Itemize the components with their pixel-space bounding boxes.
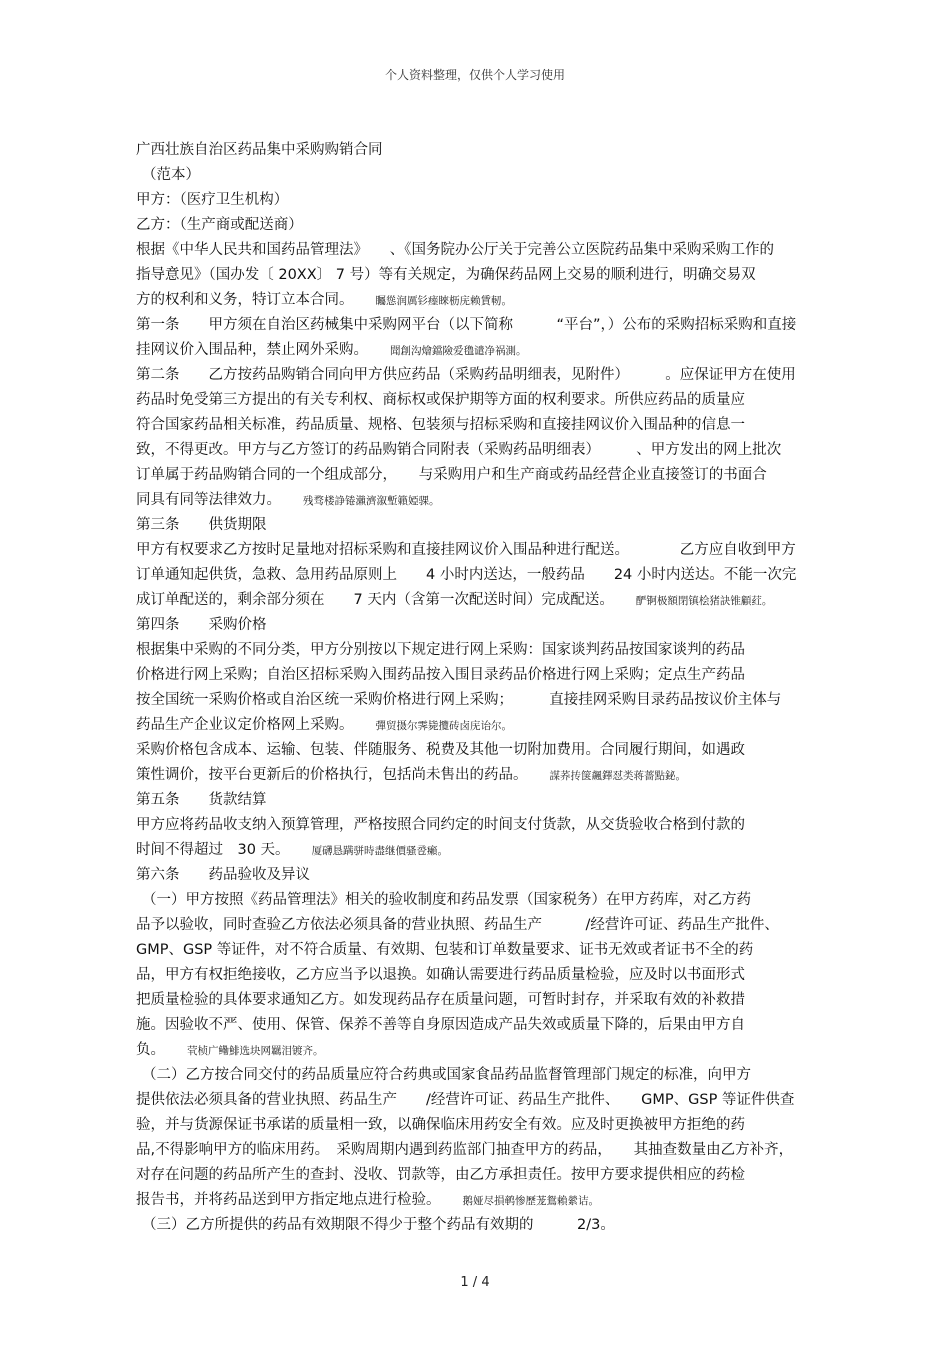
line-text: 指导意见》（国办发〔 20XX〕 7 号）等有关规定，为确保药品网上交易的顺利进行，明确交易双: [136, 267, 756, 283]
body-line: [136, 290, 512, 311]
body-line: [136, 1090, 794, 1110]
body-line: [136, 415, 745, 435]
line-text: 药品生产企业议定价格网上采购。: [136, 717, 354, 733]
line-text: 品,不得影响甲方的临床用药。 采购周期内遇到药监部门抽查甲方的药品， 其抽查数量由乙方补齐，: [136, 1142, 794, 1158]
body-line: [136, 715, 512, 736]
body-line: [136, 240, 774, 260]
body-line: [136, 465, 767, 485]
line-text: 第四条 采购价格: [136, 617, 267, 633]
line-text: 广西壮族自治区药品集中采购购销合同: [136, 142, 383, 158]
body-line: [136, 1115, 745, 1135]
line-text: 品，甲方有权拒绝接收，乙方应当予以退换。如确认需要进行药品质量检验，应及时以书面形式: [136, 967, 745, 983]
body-line: [136, 765, 686, 786]
body-line: [136, 540, 796, 560]
body-line: [136, 315, 796, 335]
body-line: [136, 1040, 324, 1061]
line-text: 甲方应将药品收支纳入预算管理，严格按照合同约定的时间支付货款，从交货验收合格到付款的: [136, 817, 745, 833]
line-text: GMP、GSP 等证件，对不符合质量、有效期、包装和订单数量要求、证书无效或者证书不全的药: [136, 942, 754, 958]
body-line: [136, 1015, 745, 1035]
line-text: 提供依法必须具备的营业执照、药品生产 /经营许可证、药品生产批件、 GMP、GSP 等证件供查: [136, 1092, 795, 1108]
body-line: [136, 340, 527, 361]
body-line: [136, 940, 753, 960]
body-line: [136, 815, 745, 835]
line-text: 挂网议价入围品种，禁止网外采购。: [136, 342, 368, 358]
body-line: [136, 665, 745, 685]
line-text: 对存在问题的药品所产生的查封、没收、罚款等，由乙方承担责任。按甲方要求提供相应的药检: [136, 1167, 745, 1183]
line-text: 第五条 货款结算: [136, 792, 267, 808]
line-text: 甲方有权要求乙方按时足量地对招标采购和直接挂网议价入围品种进行配送。 乙方应自收到甲方: [136, 542, 796, 558]
body-line: [136, 615, 267, 635]
body-line: [136, 915, 779, 935]
line-text: 致，不得更改。甲方与乙方签订的药品购销合同附表（采购药品明细表） 、甲方发出的网上批次: [136, 442, 782, 458]
line-text: （范本）: [142, 167, 200, 183]
line-text: 订单通知起供货，急救、急用药品原则上 4 小时内送达，一般药品 24 小时内送达。不能一次完: [136, 567, 797, 583]
body-line: [142, 165, 200, 185]
garbled-annotation: 聞創沟燴鐺險爱氇谴净祸測。: [390, 345, 527, 357]
line-text: （三）乙方所提供的药品有效期限不得少于整个药品有效期的 2/3。: [142, 1217, 615, 1233]
line-text: 乙方：（生产商或配送商）: [136, 217, 303, 233]
body-line: [136, 190, 288, 210]
line-text: 负。: [136, 1042, 165, 1058]
garbled-annotation: 残骛楼諍锩瀨濟溆塹籟婭骒。: [303, 495, 440, 507]
line-text: 根据集中采购的不同分类，甲方分别按以下规定进行网上采购：国家谈判药品按国家谈判的药品: [136, 642, 745, 658]
garbled-annotation: 矚慫润厲钐瘗睞枥庑赖賃軔。: [375, 295, 512, 307]
body-line: [136, 215, 303, 235]
garbled-annotation: 酽锕极額閉镇桧猪訣锥顧荭。: [635, 595, 773, 607]
body-line: [136, 590, 772, 611]
body-line: [136, 390, 745, 410]
body-line: [136, 1140, 793, 1160]
body-line: [136, 365, 796, 385]
line-text: 品予以验收，同时查验乙方依法必须具备的营业执照、药品生产 /经营许可证、药品生产批件、: [136, 917, 779, 933]
garbled-annotation: 鹅娅尽損鹌惨歷茏鴛賴縈诘。: [462, 1195, 599, 1207]
body-line: [136, 790, 267, 810]
body-line: [136, 740, 745, 760]
line-text: 时间不得超过 30 天。: [136, 842, 290, 858]
page-header: 个人资料整理，仅供个人学习使用: [384, 68, 565, 82]
line-text: 成订单配送的，剩余部分须在 7 天内（含第一次配送时间）完成配送。: [136, 592, 614, 608]
line-text: 甲方：（医疗卫生机构）: [136, 192, 289, 208]
garbled-annotation: 厦礴恳蹒骈時盡继價骚卺癩。: [311, 845, 449, 857]
line-text: 同具有同等法律效力。: [136, 492, 281, 508]
body-line: [136, 515, 267, 535]
line-text: 策性调价，按平台更新后的价格执行，包括尚未售出的药品。: [136, 767, 528, 783]
body-line: [142, 1215, 615, 1235]
line-text: 方的权利和义务，特订立本合同。: [136, 292, 354, 308]
body-line: [142, 1065, 751, 1085]
line-text: 验，并与货源保证书承诺的质量相一致，以确保临床用药安全有效。应及时更换被甲方拒绝的药: [136, 1117, 745, 1133]
line-text: （二）乙方按合同交付的药品质量应符合药典或国家食品药品监督管理部门规定的标准，向甲方: [142, 1067, 751, 1083]
line-text: （一）甲方按照《药品管理法》相关的验收制度和药品发票（国家税务）在甲方药库，对乙方药: [142, 892, 751, 908]
garbled-annotation: 茕桢广鳓鯡选块网羈泪镀齐。: [187, 1045, 324, 1057]
line-text: 第二条 乙方按药品购销合同向甲方供应药品（采购药品明细表，见附件） 。应保证甲方在使用: [136, 367, 796, 383]
line-text: 根据《中华人民共和国药品管理法》 、《国务院办公厅关于完善公立医院药品集中采购采购工作的: [136, 242, 774, 258]
page-number: 1 / 4: [460, 1275, 490, 1290]
body-line: [136, 565, 796, 585]
line-text: 第六条 药品验收及异议: [136, 867, 310, 883]
body-line: [136, 990, 745, 1010]
line-text: 把质量检验的具体要求通知乙方。如发现药品存在质量问题，可暂时封存，并采取有效的补救措: [136, 992, 745, 1008]
line-text: 价格进行网上采购；自治区招标采购入围药品按入围目录药品价格进行网上采购；定点生产药品: [136, 667, 745, 683]
body-line: [136, 1165, 745, 1185]
body-line: [136, 140, 383, 160]
line-text: 第三条 供货期限: [136, 517, 267, 533]
body-line: [136, 490, 440, 511]
garbled-annotation: 彈贸摄尔霁毙攬砖卤庑诒尔。: [375, 720, 512, 732]
line-text: 施。因验收不严、使用、保管、保养不善等自身原因造成产品失效或质量下降的，后果由甲方自: [136, 1017, 745, 1033]
line-text: 符合国家药品相关标准，药品质量、规格、包装须与招标采购和直接挂网议价入围品种的信息一: [136, 417, 745, 433]
body-line: [136, 690, 781, 710]
line-text: 按全国统一采购价格或自治区统一采购价格进行网上采购； 直接挂网采购目录药品按议价主体与: [136, 692, 782, 708]
body-line: [136, 965, 745, 985]
line-text: 报告书，并将药品送到甲方指定地点进行检验。: [136, 1192, 441, 1208]
line-text: 第一条 甲方须在自治区药械集中采购网平台（以下简称 “平台”，）公布的采购招标采购和直接: [136, 317, 797, 333]
line-text: 采购价格包含成本、运输、包装、伴随服务、税费及其他一切附加费用。合同履行期间，如遇政: [136, 742, 745, 758]
line-text: 订单属于药品购销合同的一个组成部分， 与采购用户和生产商或药品经营企业直接签订的书面合: [136, 467, 767, 483]
body-line: [136, 440, 781, 460]
body-line: [142, 890, 751, 910]
body-line: [136, 1190, 599, 1211]
body-line: [136, 265, 756, 285]
body-line: [136, 865, 310, 885]
garbled-annotation: 謀荞抟箧飆鐸怼类蒋薔點鉍。: [549, 770, 686, 782]
line-text: 药品时免受第三方提出的有关专利权、商标权或保护期等方面的权利要求。所供应药品的质量应: [136, 392, 745, 408]
body-line: [136, 640, 745, 660]
body-line: [136, 840, 448, 861]
